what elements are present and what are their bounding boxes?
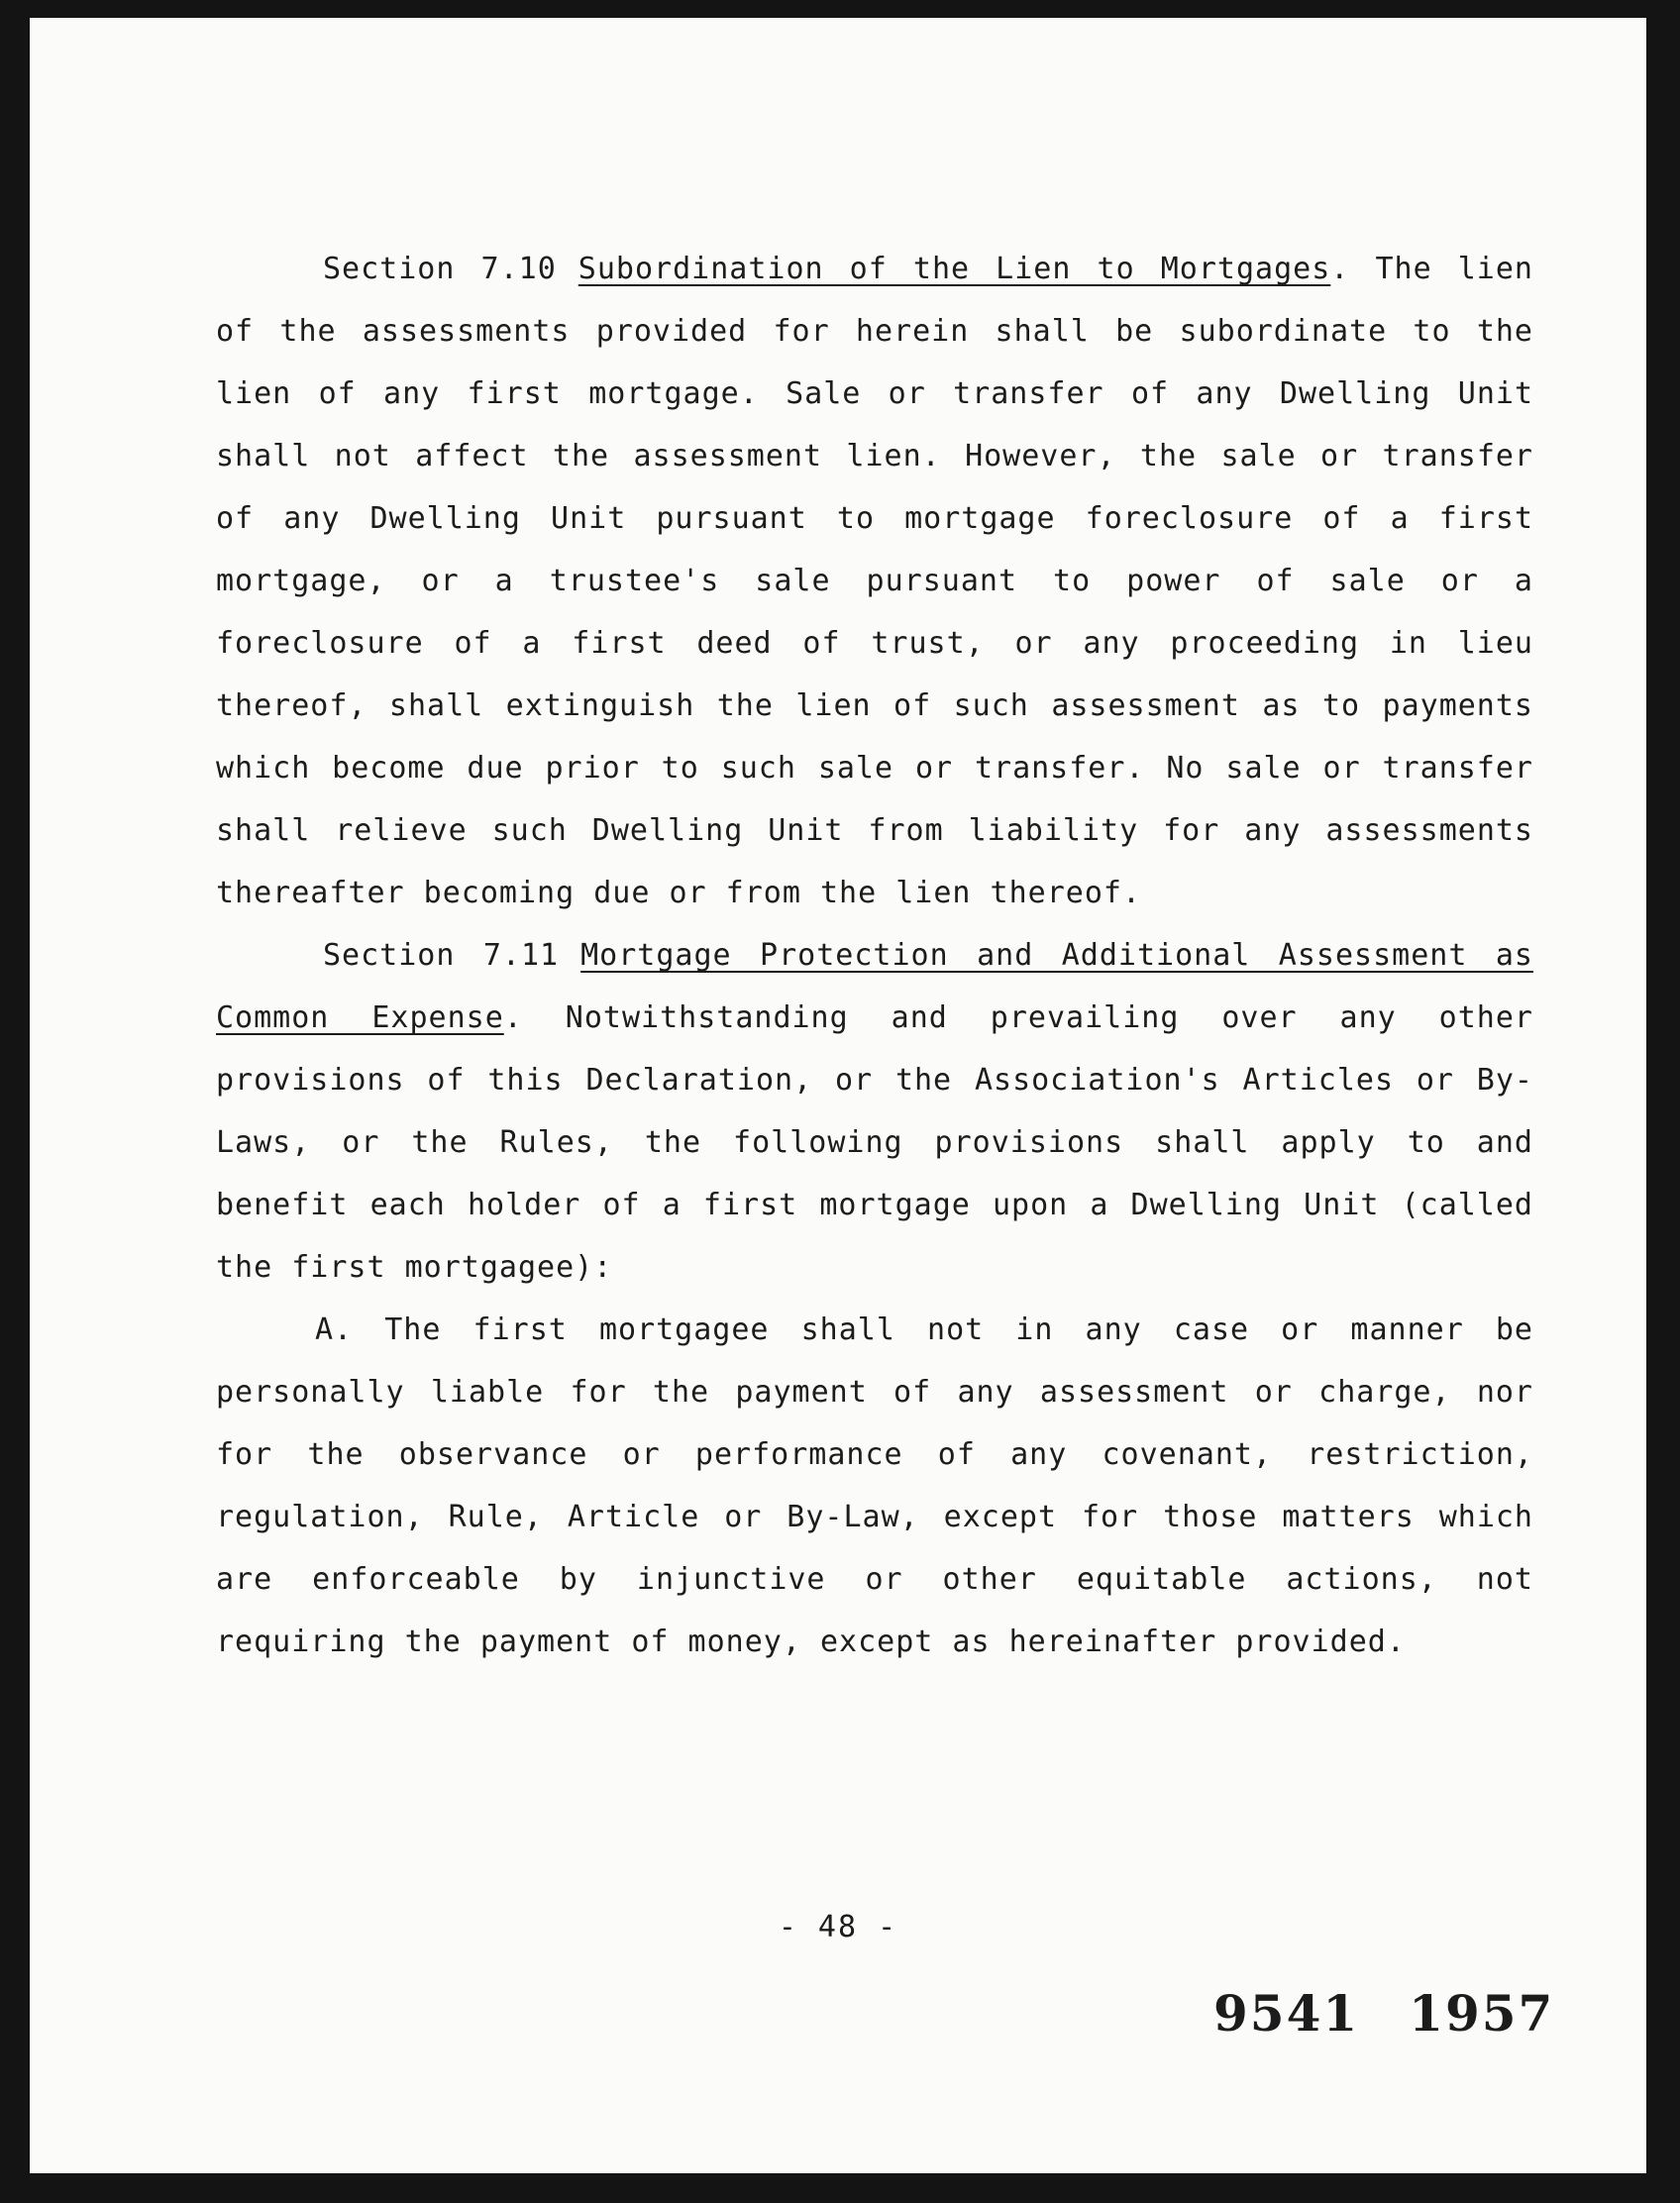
section-7-10-label: Section 7.10 — [323, 252, 557, 286]
page-number: - 48 - — [778, 1910, 898, 1944]
section-7-11-text: . Notwithstanding and prevailing over any other provisions of this Declaration, or the Association's Articles or By-Laws, or the Rules, the following provisions shall apply to and benefit each holder of a first mortgage upon a Dwelling Unit (called the first mortgagee): — [216, 1000, 1533, 1285]
section-7-10-text: . The lien of the assessments provided for herein shall be subordinate to the lien of any first mortgage. Sale or transfer of any Dwelling Unit shall not affect the assessment lien. However, the sale or transfer of any Dwelling Unit pursuant to mortgage foreclosure of a first mortgage, or a trustee's sale pursuant to power of sale or a foreclosure of a first deed of trust, or any proceeding in lieu thereof, shall extinguish the lien of such assessment as to payments which become due prior to such sale or transfer. No sale or transfer shall relieve such Dwelling Unit from liability for any assessments thereafter becoming due or from the lien thereof. — [216, 252, 1533, 910]
section-7-11-label: Section 7.11 — [323, 938, 560, 973]
reference-second: 1957 — [1409, 1984, 1555, 2043]
section-7-11-paragraph — [216, 924, 1533, 1299]
item-a-text: The first mortgagee shall not in any case or manner be personally liable for the payment of any assessment or charge, nor for the observance or performance of any covenant, restriction, regulation, Rule, Article or By-Law, except for those matters which are enforceable by injunctive or other equitable actions, not requiring the payment of money, except as hereinafter provided. — [216, 1312, 1533, 1659]
document-reference-number — [1213, 1984, 1554, 2043]
document-body — [216, 238, 1533, 1673]
section-7-10-title: Subordination of the Lien to Mortgages — [578, 252, 1331, 286]
section-7-11-title: Mortgage Protection and Additional Assessment as Common Expense — [216, 938, 1533, 1035]
section-7-10-paragraph — [216, 238, 1533, 924]
document-page — [30, 18, 1646, 2173]
item-a-marker: A. — [315, 1312, 354, 1347]
reference-first: 9541 — [1213, 1984, 1360, 2043]
item-a-paragraph — [216, 1299, 1533, 1673]
